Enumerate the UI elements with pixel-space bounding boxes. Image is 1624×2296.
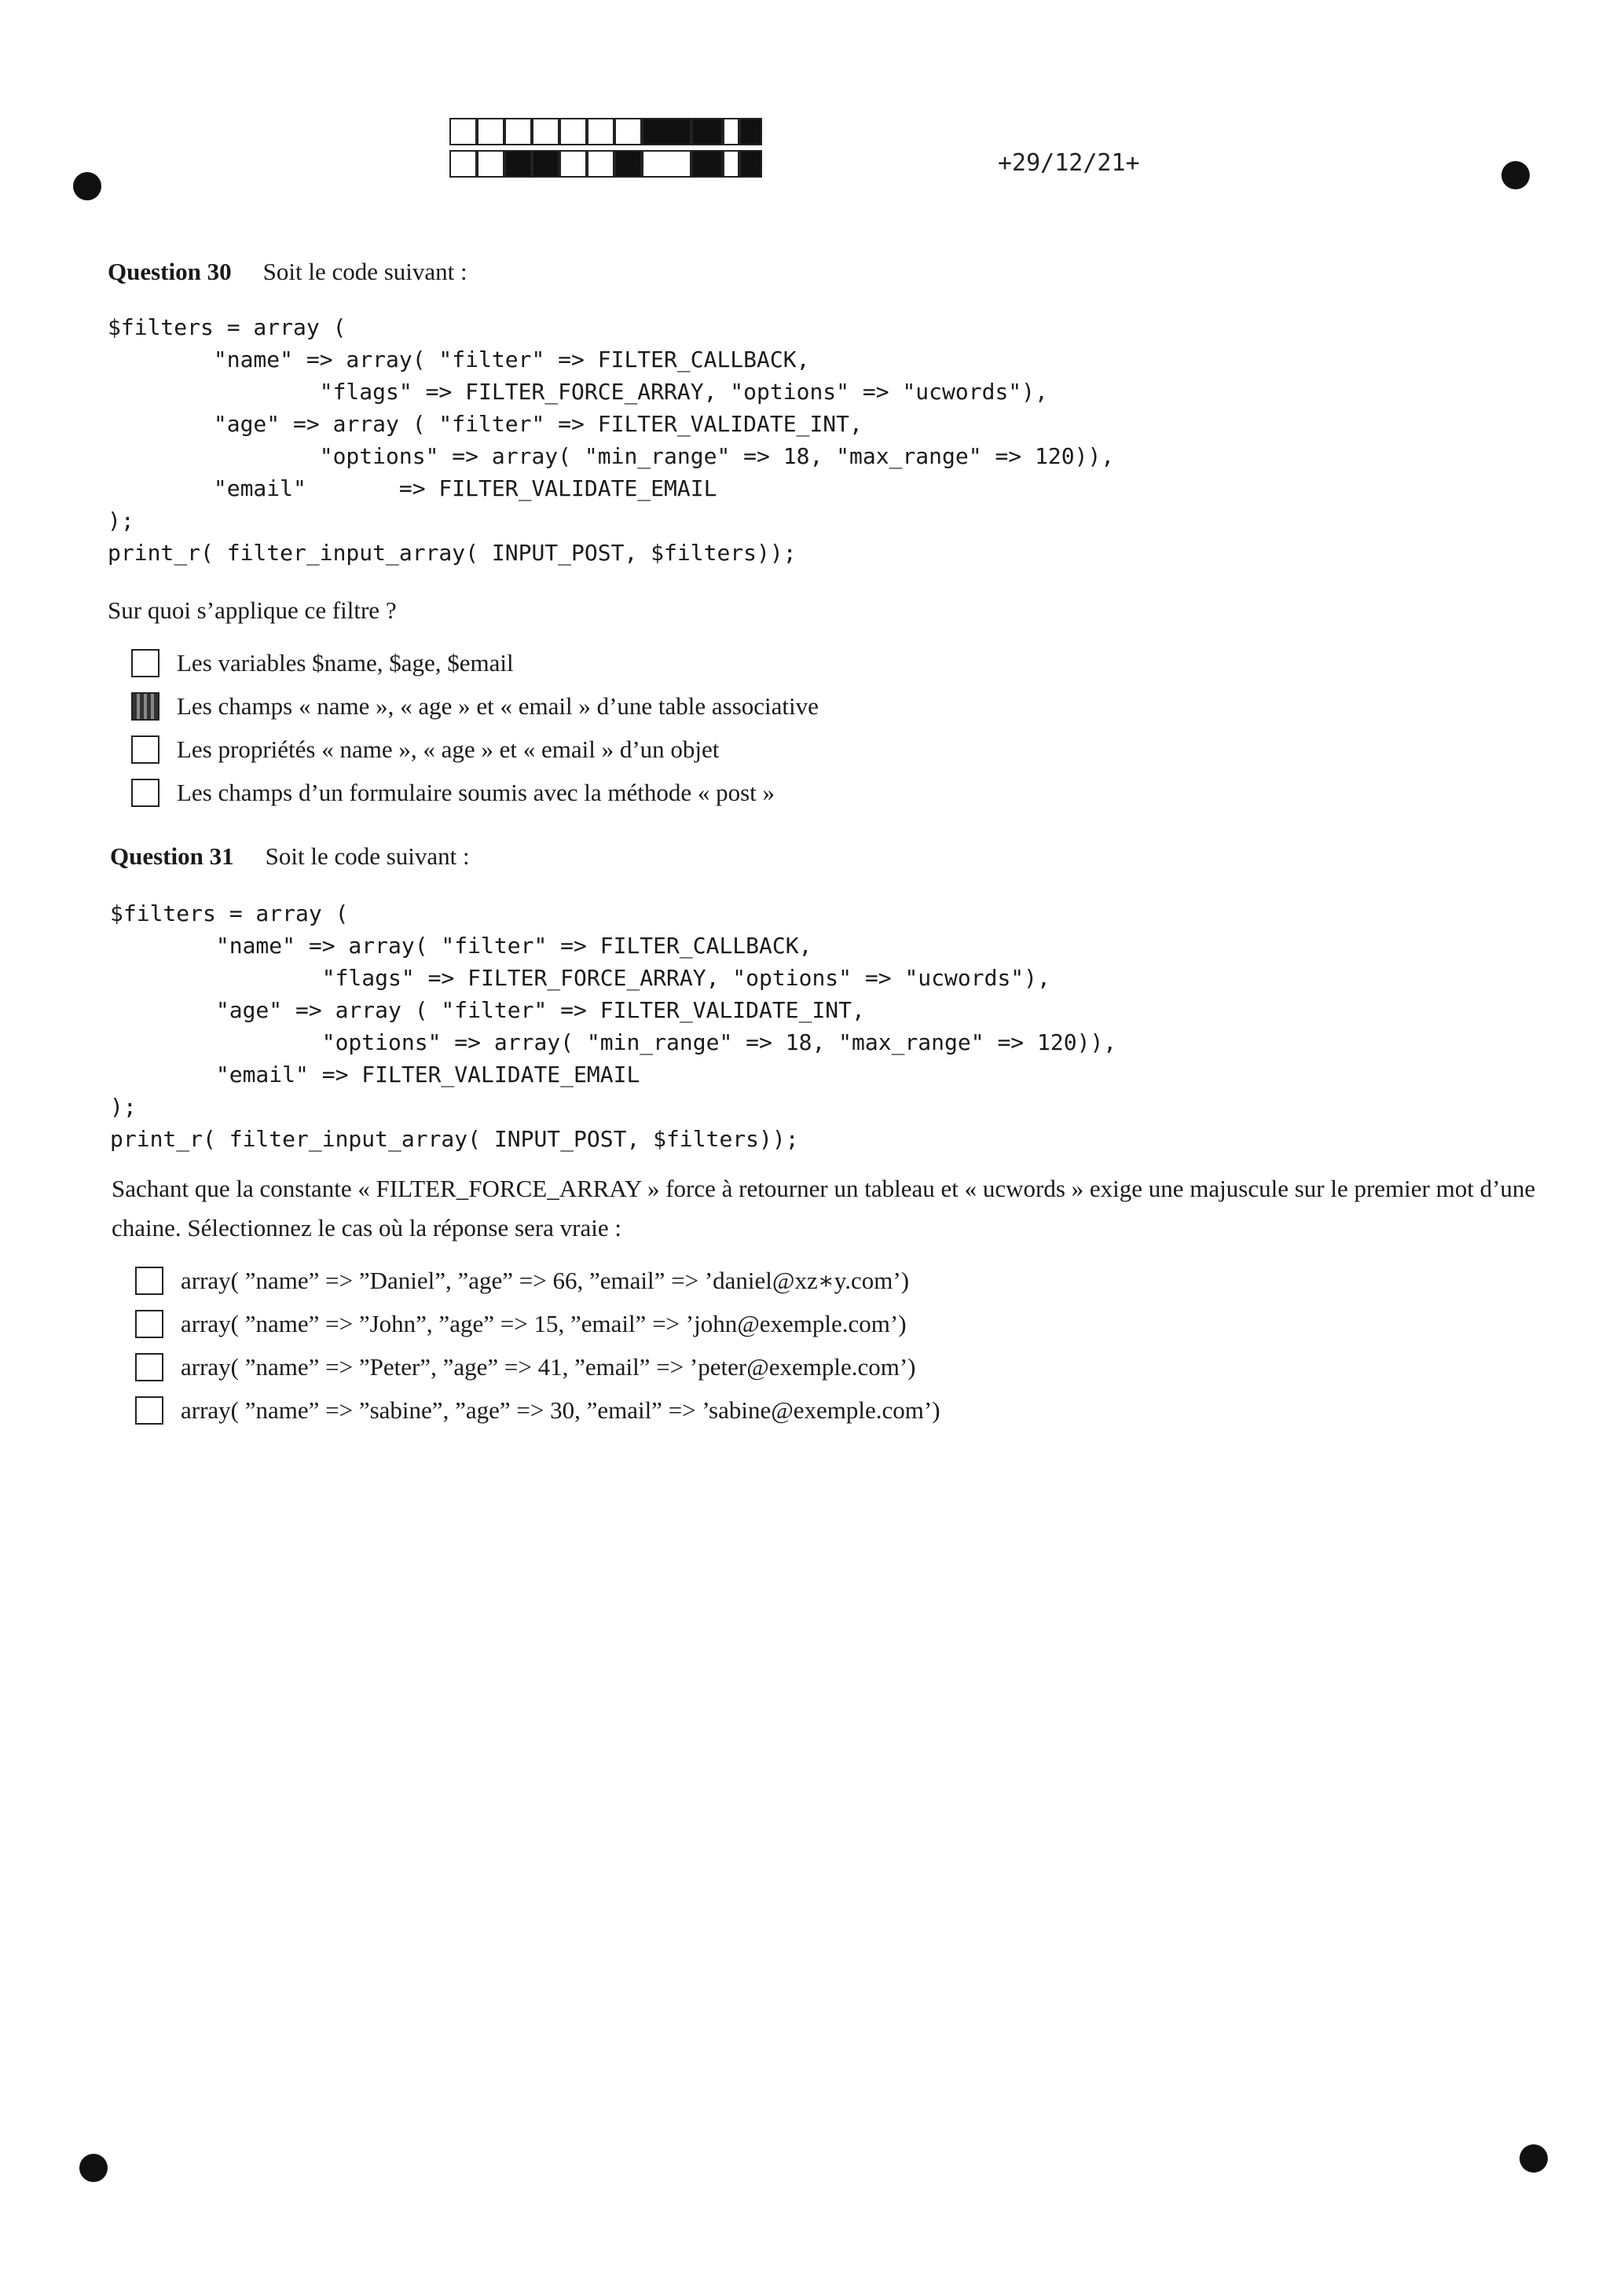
q31-option-1-label: array( ”name” => ”Daniel”, ”age” => 66, ”email” => ’daniel@xz∗y.com’): [181, 1267, 910, 1294]
barcode-cell: [739, 118, 762, 145]
q30-option-3-checkbox[interactable]: [131, 735, 159, 764]
question-30-prompt: Sur quoi s’applique ce filtre ?: [108, 596, 397, 624]
q31-option-4-label: array( ”name” => ”sabine”, ”age” => 30, ”email” => ’sabine@exemple.com’): [181, 1396, 940, 1424]
question-30-number: Question 30: [108, 258, 232, 285]
q31-option-3-label: array( ”name” => ”Peter”, ”age” => 41, ”email” => ’peter@exemple.com’): [181, 1353, 916, 1381]
barcode-cell: [559, 118, 587, 145]
q30-option-2-checkbox[interactable]: [131, 692, 159, 721]
barcode-cell: [642, 150, 691, 178]
q30-option-3[interactable]: [131, 735, 719, 764]
question-31-number: Question 31: [110, 842, 234, 870]
barcode-cell: [587, 118, 614, 145]
barcode-cell: [532, 118, 559, 145]
barcode-cell: [559, 150, 587, 178]
q30-option-1[interactable]: [131, 649, 514, 677]
barcode-cell: [504, 118, 532, 145]
registration-mark-bottom-right: [1520, 2144, 1548, 2173]
barcode-cell: [614, 150, 642, 178]
q30-option-4-checkbox[interactable]: [131, 779, 159, 807]
q30-option-2-label: Les champs « name », « age » et « email » d’une table associative: [177, 692, 819, 720]
barcode-row: [449, 118, 762, 145]
barcode-cell: [723, 150, 739, 178]
barcode-cell: [642, 118, 691, 145]
barcode-cell: [723, 118, 739, 145]
code-line: print_r( filter_input_array( INPUT_POST, $filters));: [110, 1126, 799, 1152]
barcode-cell: [691, 118, 723, 145]
code-line: "options" => array( "min_range" => 18, "max_range" => 120)),: [108, 443, 1115, 469]
code-line: "flags" => FILTER_FORCE_ARRAY, "options" => "ucwords"),: [110, 965, 1050, 991]
code-line: "age" => array ( "filter" => FILTER_VALIDATE_INT,: [108, 411, 863, 437]
barcode-cell: [691, 150, 723, 178]
q30-option-4[interactable]: [131, 779, 775, 807]
code-line: "options" => array( "min_range" => 18, "max_range" => 120)),: [110, 1029, 1117, 1055]
q31-option-3[interactable]: [135, 1353, 916, 1381]
q30-option-1-label: Les variables $name, $age, $email: [177, 649, 514, 677]
barcode-cell: [504, 150, 532, 178]
code-line: "email" => FILTER_VALIDATE_EMAIL: [108, 475, 717, 501]
code-line: "name" => array( "filter" => FILTER_CALLBACK,: [110, 933, 812, 959]
code-line: "email" => FILTER_VALIDATE_EMAIL: [110, 1062, 640, 1087]
code-line: );: [108, 508, 134, 534]
barcode-cell: [532, 150, 559, 178]
q31-option-4[interactable]: [135, 1396, 940, 1425]
q31-option-1-checkbox[interactable]: [135, 1267, 163, 1295]
question-30-intro: Soit le code suivant :: [262, 258, 467, 285]
barcode-cell: [739, 150, 762, 178]
barcode-cell: [477, 118, 504, 145]
barcode-cell: [449, 150, 477, 178]
page-number: +29/12/21+: [998, 149, 1140, 177]
registration-mark-top-left: [73, 172, 101, 200]
barcode-cell: [477, 150, 504, 178]
barcode-cell: [614, 118, 642, 145]
question-31-title: [110, 842, 470, 871]
q30-option-3-label: Les propriétés « name », « age » et « email » d’un objet: [177, 735, 720, 763]
code-line: $filters = array (: [110, 900, 349, 926]
code-line: "flags" => FILTER_FORCE_ARRAY, "options" => "ucwords"),: [108, 379, 1048, 405]
barcode-row: [449, 150, 762, 178]
barcode-cell: [449, 118, 477, 145]
q31-option-2-checkbox[interactable]: [135, 1310, 163, 1338]
q31-option-2-label: array( ”name” => ”John”, ”age” => 15, ”email” => ’john@exemple.com’): [181, 1310, 907, 1337]
barcode-cell: [587, 150, 614, 178]
code-line: "name" => array( "filter" => FILTER_CALLBACK,: [108, 347, 810, 372]
code-line: "age" => array ( "filter" => FILTER_VALIDATE_INT,: [110, 997, 865, 1023]
q30-option-2[interactable]: [131, 692, 819, 721]
question-30-title: [108, 258, 467, 286]
code-line: $filters = array (: [108, 314, 346, 340]
question-31-code: [110, 897, 1116, 1155]
registration-mark-bottom-left: [79, 2154, 108, 2182]
question-30-code: [108, 311, 1114, 569]
q31-option-4-checkbox[interactable]: [135, 1396, 163, 1425]
code-line: );: [110, 1094, 137, 1120]
q30-option-4-label: Les champs d’un formulaire soumis avec la méthode « post »: [177, 779, 775, 806]
registration-mark-top-right: [1501, 161, 1530, 189]
q31-option-2[interactable]: [135, 1310, 907, 1338]
question-31-intro: Soit le code suivant :: [265, 842, 470, 870]
question-31-prompt: Sachant que la constante « FILTER_FORCE_ARRAY » force à retourner un tableau et « ucwords » exige une majuscule sur le premier mot d’une chaine. Sélectionnez le cas où la réponse sera vraie :: [112, 1175, 1536, 1242]
code-line: print_r( filter_input_array( INPUT_POST, $filters));: [108, 540, 797, 566]
page-id-barcode: [449, 118, 762, 178]
q31-option-1[interactable]: [135, 1267, 909, 1295]
q30-option-1-checkbox[interactable]: [131, 649, 159, 677]
q31-option-3-checkbox[interactable]: [135, 1353, 163, 1381]
